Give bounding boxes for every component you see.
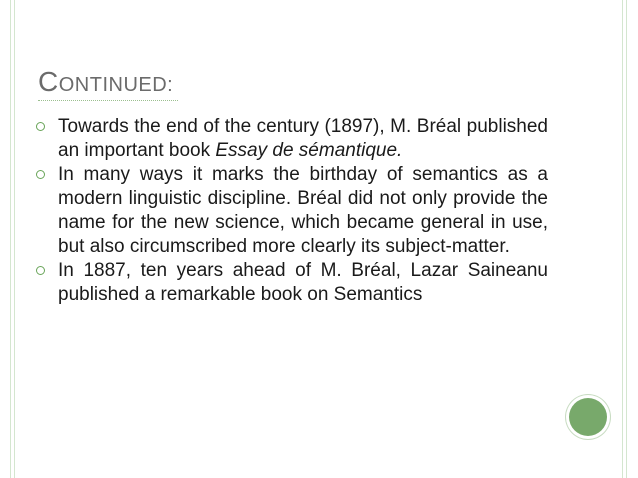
left-border-line: [14, 0, 15, 478]
left-border-line: [10, 0, 11, 478]
bullet-circle-icon: [36, 122, 45, 131]
bullet-circle-icon: [36, 170, 45, 179]
bullet-item: [36, 259, 548, 307]
bullet-text: In many ways it marks the birthday of semantics as a modern linguistic discipline. Bréal did not only provide the name for the new science, which became general in use, but also circumscribed more clearly its subject-matter.: [58, 164, 548, 257]
bullet-item: [36, 163, 548, 259]
right-border-line: [626, 0, 627, 478]
bullet-item: [36, 115, 548, 163]
slide-title: [38, 66, 173, 101]
book-title: Essay de sémantique.: [215, 140, 403, 161]
title-rest: ONTINUED:: [58, 74, 174, 96]
bullet-text: In 1887, ten years ahead of M. Bréal, Lazar Saineanu published a remarkable book on Semantics: [58, 260, 548, 305]
decorative-circle-icon: [569, 398, 607, 436]
bullet-text: Towards the end of the century (1897), M. Bréal published an important book Essay de sémantique.: [58, 116, 548, 161]
title-initial: C: [38, 66, 59, 97]
bullet-list: [36, 115, 548, 307]
title-underline: [38, 100, 178, 102]
right-border-line: [622, 0, 623, 478]
bullet-circle-icon: [36, 266, 45, 275]
